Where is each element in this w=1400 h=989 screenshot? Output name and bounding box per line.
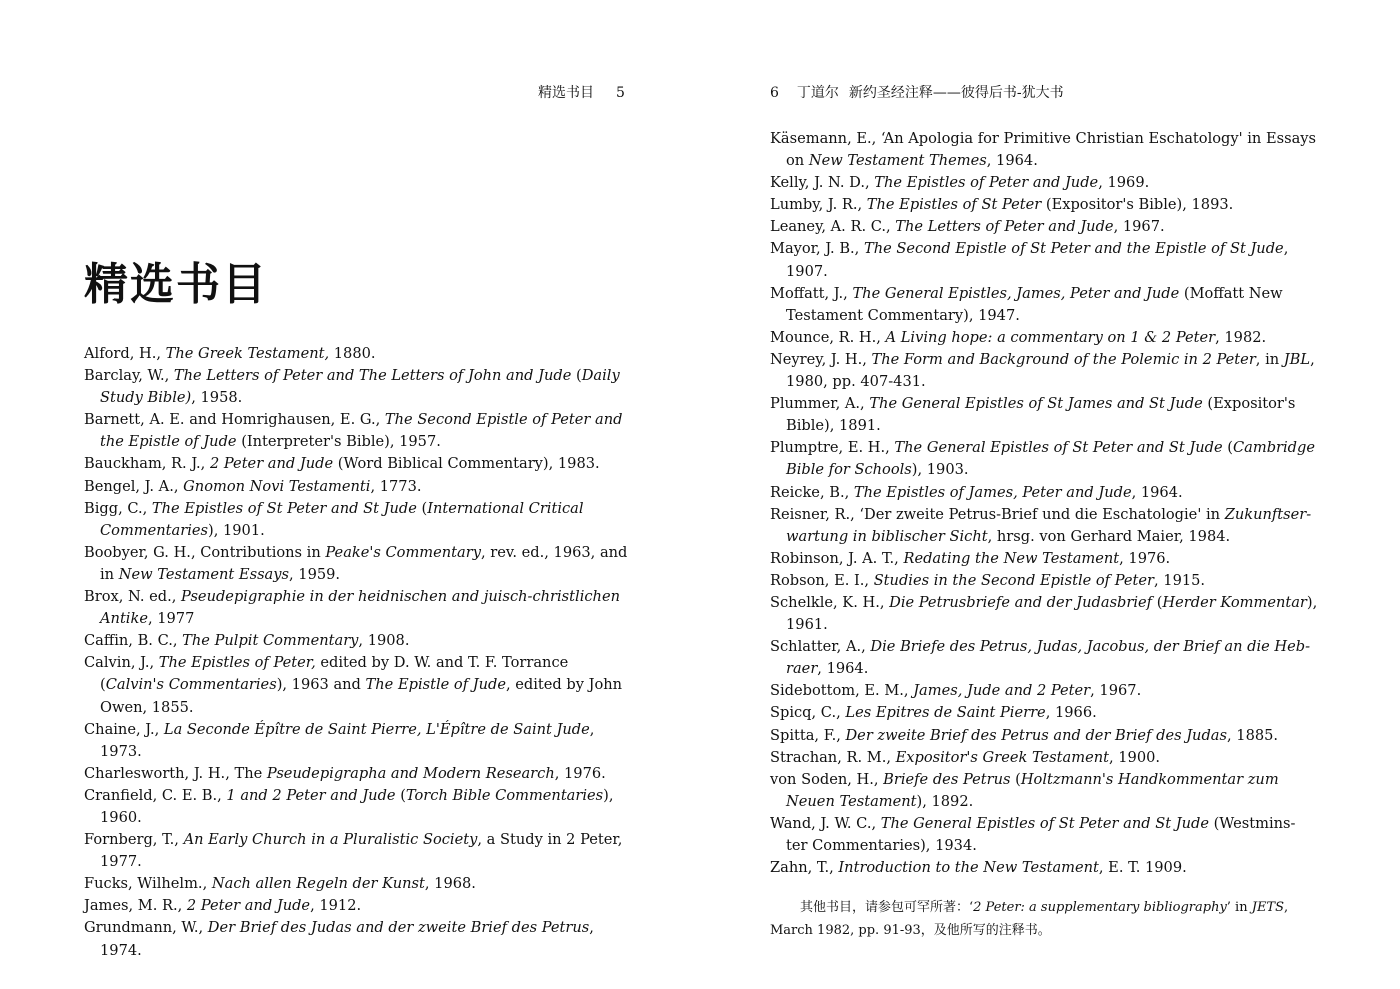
italic-title: The Second Epistle of Peter and the Epistle of Jude (100, 411, 623, 451)
italic-title: A Living hope: a commentary on 1 & 2 Peter (885, 328, 1216, 346)
bibliography-entry: Cranfield, C. E. B., 1 and 2 Peter and Jude (Torch Bible Commentaries), 1960. (84, 786, 614, 826)
italic-title: 1 and 2 Peter and Jude (226, 786, 396, 804)
bibliography-entry: Charlesworth, J. H., The Pseudepigrapha and Modern Research, 1976. (84, 764, 606, 782)
italic-title: The Epistles of St Peter (866, 196, 1042, 214)
italic-title: 2 Peter and Jude (209, 455, 334, 473)
italic-title: Introduction to the New Testament (838, 859, 1099, 877)
bibliography-entry: von Soden, H., Briefe des Petrus (Holtzmann's Handkommentar zum Neuen Testament), 1892. (770, 770, 1279, 810)
italic-title: The Letters of Peter and Jude (895, 218, 1114, 236)
bibliography-note: 其他书目，请参包可罕所著：‘2 Peter: a supplementary bibliography’ in JETS, March 1982, pp. 91-93，及他所写的注释书。 (770, 900, 1289, 938)
italic-title: 2 Peter: a supplementary bibliography (973, 900, 1227, 915)
bibliography-entry: Bauckham, R. J., 2 Peter and Jude (Word Biblical Commentary), 1983. (84, 455, 600, 473)
bibliography-entry: Calvin, J., The Epistles of Peter, edited by D. W. and T. F. Torrance (Calvin's Commentaries), 1963 and The Epistle of Jude, edited by John Owen, 1855. (84, 654, 623, 716)
page-number: 5 (616, 85, 625, 101)
italic-title: The Second Epistle of St Peter and the Epistle of St Jude (863, 240, 1284, 258)
bibliography-entry: Strachan, R. M., Expositor's Greek Testament, 1900. (770, 748, 1161, 766)
bibliography-entry: Grundmann, W., Der Brief des Judas and der zweite Brief des Petrus, 1974. (84, 919, 594, 959)
right-page (700, 0, 1400, 989)
page-number: 6 (770, 85, 779, 101)
bibliography-entry: Barclay, W., The Letters of Peter and The Letters of John and Jude (Daily Study Bible), 1958. (84, 367, 620, 407)
page-title: 精选书目 (84, 259, 268, 310)
italic-title: The General Epistles of St James and St Jude (869, 395, 1203, 413)
italic-title: JBL (1283, 350, 1311, 368)
running-title: 新约圣经注释——彼得后书-犹大书 (848, 85, 1064, 101)
italic-title: The Epistle of Jude (365, 676, 506, 694)
bibliography-entry: Mounce, R. H., A Living hope: a commentary on 1 & 2 Peter, 1982. (770, 328, 1267, 346)
bibliography-entry: Fornberg, T., An Early Church in a Pluralistic Society, a Study in 2 Peter, 1977. (84, 831, 623, 871)
italic-title: Gnomon Novi Testamenti (183, 477, 371, 495)
italic-title: The General Epistles of St Peter and St Jude (894, 439, 1223, 457)
italic-title: James, Jude and 2 Peter (913, 682, 1091, 700)
italic-title: New Testament Essays (118, 565, 289, 583)
italic-title: Holtzmann's Handkommentar zum Neuen Testament (786, 770, 1279, 810)
running-author: 丁道尔 (796, 85, 839, 101)
bibliography-entry: Reicke, B., The Epistles of James, Peter and Jude, 1964. (770, 483, 1183, 501)
italic-title: The Form and Background of the Polemic in 2 Peter (871, 350, 1256, 368)
italic-title: La Seconde Épître de Saint Pierre, L'Épître de Saint Jude (163, 720, 590, 738)
bibliography-entry: Wand, J. W. C., The General Epistles of St Peter and St Jude (Westmins- ter Commentaries), 1934. (770, 814, 1296, 854)
italic-title: The Epistles of James, Peter and Jude (853, 483, 1132, 501)
italic-title: The Pulpit Commentary (182, 632, 359, 650)
italic-title: The Letters of Peter and The Letters of John and Jude (173, 367, 572, 385)
running-title: 精选书目 (538, 85, 594, 101)
running-header (770, 82, 1064, 102)
italic-title: Expositor's Greek Testament (895, 748, 1109, 766)
italic-title: Herder Kommentar (1162, 593, 1307, 611)
italic-title: The General Epistles of St Peter and St Jude (880, 814, 1209, 832)
bibliography-entry: Kelly, J. N. D., The Epistles of Peter and Jude, 1969. (770, 174, 1150, 192)
italic-title: Briefe des Petrus (883, 770, 1011, 788)
bibliography-entry: James, M. R., 2 Peter and Jude, 1912. (84, 897, 362, 915)
bibliography-entry: Schelkle, K. H., Die Petrusbriefe and der Judasbrief (Herder Kommentar), 1961. (770, 593, 1318, 634)
bibliography-entry: Caffin, B. C., The Pulpit Commentary, 1908. (84, 632, 410, 650)
italic-title: The General Epistles, James, Peter and Jude (852, 284, 1180, 302)
italic-title: Pseudepigrapha and Modern Research (266, 764, 555, 782)
italic-title: The Epistles of St Peter and St Jude (151, 499, 417, 517)
italic-title: Nach allen Regeln der Kunst (211, 875, 425, 893)
bibliography-entry: Reisner, R., ‘Der zweite Petrus-Brief und die Eschatologie' in Zukunftser-wartung in biblischer Sicht, hrsg. von Gerhard Maier, 1984. (770, 505, 1312, 545)
italic-title: Peake's Commentary (325, 543, 481, 561)
bibliography-entry: Leaney, A. R. C., The Letters of Peter and Jude, 1967. (770, 218, 1165, 236)
italic-title: Die Briefe des Petrus, Judas, Jacobus, der Brief an die Heb-raer (786, 638, 1311, 678)
italic-title: Studies in the Second Epistle of Peter (873, 571, 1155, 589)
bibliography-entry: Neyrey, J. H., The Form and Background of the Polemic in 2 Peter, in JBL, 1980, pp. 407-431. (770, 350, 1315, 391)
bibliography-entry: Barnett, A. E. and Homrighausen, E. G., The Second Epistle of Peter and the Epistle of Jude (Interpreter's Bible), 1957. (84, 411, 623, 451)
italic-title: An Early Church in a Pluralistic Society (183, 831, 478, 849)
italic-title: Calvin's Commentaries (105, 676, 277, 694)
bibliography-entry: Plumptre, E. H., The General Epistles of St Peter and St Jude (Cambridge Bible for Schools), 1903. (770, 439, 1315, 479)
bibliography-entry: Alford, H., The Greek Testament, 1880. (84, 345, 376, 362)
italic-title: Torch Bible Commentaries (405, 786, 604, 804)
bibliography-list (770, 128, 1318, 879)
italic-title: Pseudepigraphie in der heidnischen and juisch-christlichen Antike (100, 588, 620, 628)
italic-title: JETS (1251, 900, 1285, 915)
running-header (538, 82, 625, 102)
bibliography-entry: Bigg, C., The Epistles of St Peter and St Jude (International Critical Commentaries), 1901. (84, 499, 584, 539)
italic-title: Der Brief des Judas and der zweite Brief des Petrus (207, 919, 590, 937)
bibliography-entry: Brox, N. ed., Pseudepigraphie in der heidnischen and juisch-christlichen Antike, 1977 (84, 588, 620, 628)
italic-title: The Greek Testament, (165, 345, 330, 362)
bibliography-entry: Chaine, J., La Seconde Épître de Saint Pierre, L'Épître de Saint Jude, 1973. (84, 720, 595, 760)
bibliography-entry: Robson, E. I., Studies in the Second Epistle of Peter, 1915. (770, 571, 1206, 589)
italic-title: Die Petrusbriefe and der Judasbrief (889, 593, 1153, 611)
italic-title: Cambridge Bible for Schools (786, 439, 1315, 479)
bibliography-entry: Spitta, F., Der zweite Brief des Petrus and der Brief des Judas, 1885. (770, 726, 1279, 744)
bibliography-entry: Moffatt, J., The General Epistles, James, Peter and Jude (Moffatt New Testament Commentary), 1947. (770, 284, 1283, 324)
bibliography-entry: Zahn, T., Introduction to the New Testament, E. T. 1909. (770, 859, 1187, 877)
bibliography-entry: Plummer, A., The General Epistles of St James and St Jude (Expositor's Bible), 1891. (770, 395, 1296, 435)
bibliography-entry: Lumby, J. R., The Epistles of St Peter (Expositor's Bible), 1893. (770, 196, 1234, 214)
bibliography-entry: Käsemann, E., ‘An Apologia for Primitive Christian Eschatology' in Essays on New Testament Themes, 1964. (770, 130, 1317, 170)
italic-title: The Epistles of Peter and Jude (874, 174, 1099, 192)
italic-title: Der zweite Brief des Petrus and der Brief des Judas (845, 726, 1227, 744)
bibliography-entry: Bengel, J. A., Gnomon Novi Testamenti, 1773. (84, 477, 422, 495)
bibliography-entry: Boobyer, G. H., Contributions in Peake's Commentary, rev. ed., 1963, and in New Testament Essays, 1959. (84, 543, 628, 583)
italic-title: Zukunftser-wartung in biblischer Sicht (786, 505, 1312, 545)
italic-title: International Critical Commentaries (100, 499, 584, 539)
bibliography-entry: Robinson, J. A. T., Redating the New Testament, 1976. (770, 549, 1171, 567)
italic-title: Redating the New Testament (903, 549, 1120, 567)
italic-title: New Testament Themes (808, 152, 987, 170)
bibliography-entry: Mayor, J. B., The Second Epistle of St Peter and the Epistle of St Jude, 1907. (770, 240, 1289, 280)
bibliography-entry: Fucks, Wilhelm., Nach allen Regeln der Kunst, 1968. (84, 875, 476, 893)
bibliography-entry: Sidebottom, E. M., James, Jude and 2 Peter, 1967. (770, 682, 1142, 700)
bibliography-list (84, 343, 632, 962)
bibliography-entry: Spicq, C., Les Epitres de Saint Pierre, 1966. (770, 704, 1097, 722)
italic-title: Daily Study Bible) (100, 367, 620, 407)
italic-title: Les Epitres de Saint Pierre (845, 704, 1046, 722)
italic-title: 2 Peter and Jude (186, 897, 311, 915)
bibliography-entry: Schlatter, A., Die Briefe des Petrus, Judas, Jacobus, der Brief an die Heb-raer, 1964. (770, 638, 1311, 678)
italic-title: The Epistles of Peter, (158, 654, 316, 672)
